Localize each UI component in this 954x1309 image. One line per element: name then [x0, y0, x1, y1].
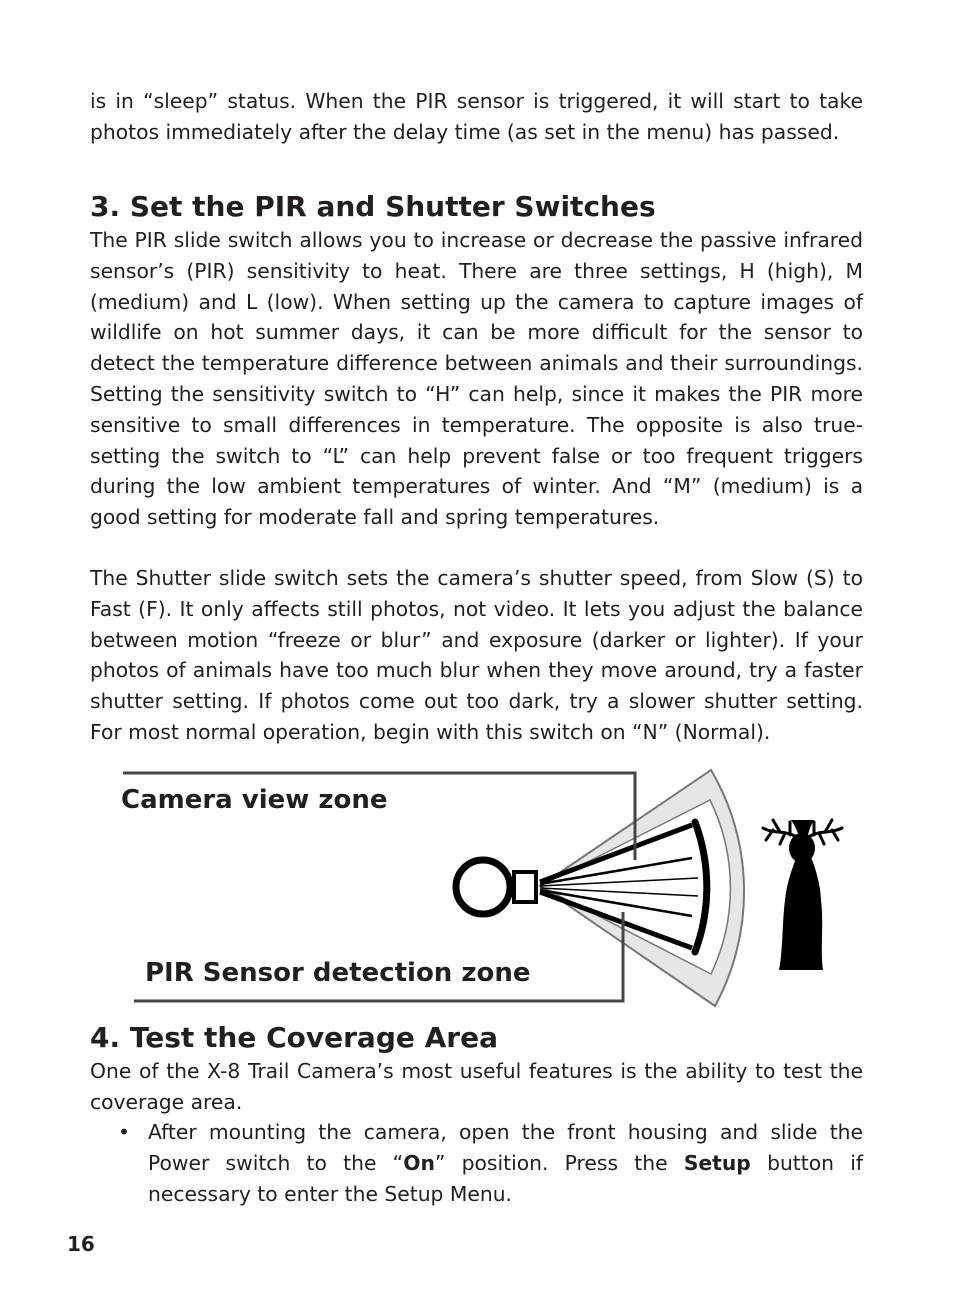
- pir-switch-paragraph: The PIR slide switch allows you to increase or decrease the passive infrared sensor’s (PIR) sensitivity to heat. There are three settings, H (high), M (medium) and L (low). When setting up the camera to capture images of wildlife on hot summer days, it can be more difficult for the sensor to detect the temperature difference between animals and their surroundings. Setting the sensitivity switch to “H” can help, since it makes the PIR more sensitive to small differences in temperature. The opposite is also true-setting the switch to “L” can help prevent false or too frequent triggers during the low ambient temperatures of winter. And “M” (medium) is a good setting for moderate fall and spring temperatures.: [90, 228, 863, 530]
- shutter-switch-paragraph: The Shutter slide switch sets the camera’s shutter speed, from Slow (S) to Fast (F). It only affects still photos, not video. It lets you adjust the balance between motion “freeze or blur” and exposure (darker or lighter). If your photos of animals have too much blur when they move around, try a faster shutter setting. If photos come out too dark, try a slower shutter setting. For most normal operation, begin with this switch on “N” (Normal).: [90, 566, 863, 744]
- section-4-heading: 4. Test the Coverage Area: [90, 1021, 498, 1054]
- trail-camera-icon: [456, 860, 536, 914]
- setup-keyword: Setup: [683, 1150, 751, 1175]
- coverage-zone-diagram: [90, 760, 870, 1022]
- deer-silhouette-icon: [763, 820, 842, 970]
- on-keyword: On: [403, 1150, 435, 1175]
- section-3-heading: 3. Set the PIR and Shutter Switches: [90, 190, 656, 223]
- intro-paragraph: is in “sleep” status. When the PIR sensor is triggered, it will start to take photos immediately after the delay time (as set in the menu) has passed.: [90, 89, 863, 144]
- coverage-paragraph: One of the X-8 Trail Camera’s most useful features is the ability to test the coverage area.: [90, 1059, 863, 1114]
- bullet-text: [148, 1117, 863, 1209]
- page-number: 16: [67, 1232, 95, 1256]
- pir-detection-zone-label: PIR Sensor detection zone: [145, 958, 531, 988]
- bullet-marker: •: [118, 1120, 130, 1144]
- bullet-text-end: button if necessary to enter the Setup Menu.: [148, 1150, 863, 1206]
- pir-detection-zone-wedge: [540, 770, 744, 1006]
- camera-view-zone-label: Camera view zone: [121, 785, 388, 815]
- bullet-text-start: After mounting the camera, open the front housing and slide the Power switch to the “: [148, 1120, 863, 1175]
- bullet-text-middle: ” position. Press the: [434, 1150, 684, 1175]
